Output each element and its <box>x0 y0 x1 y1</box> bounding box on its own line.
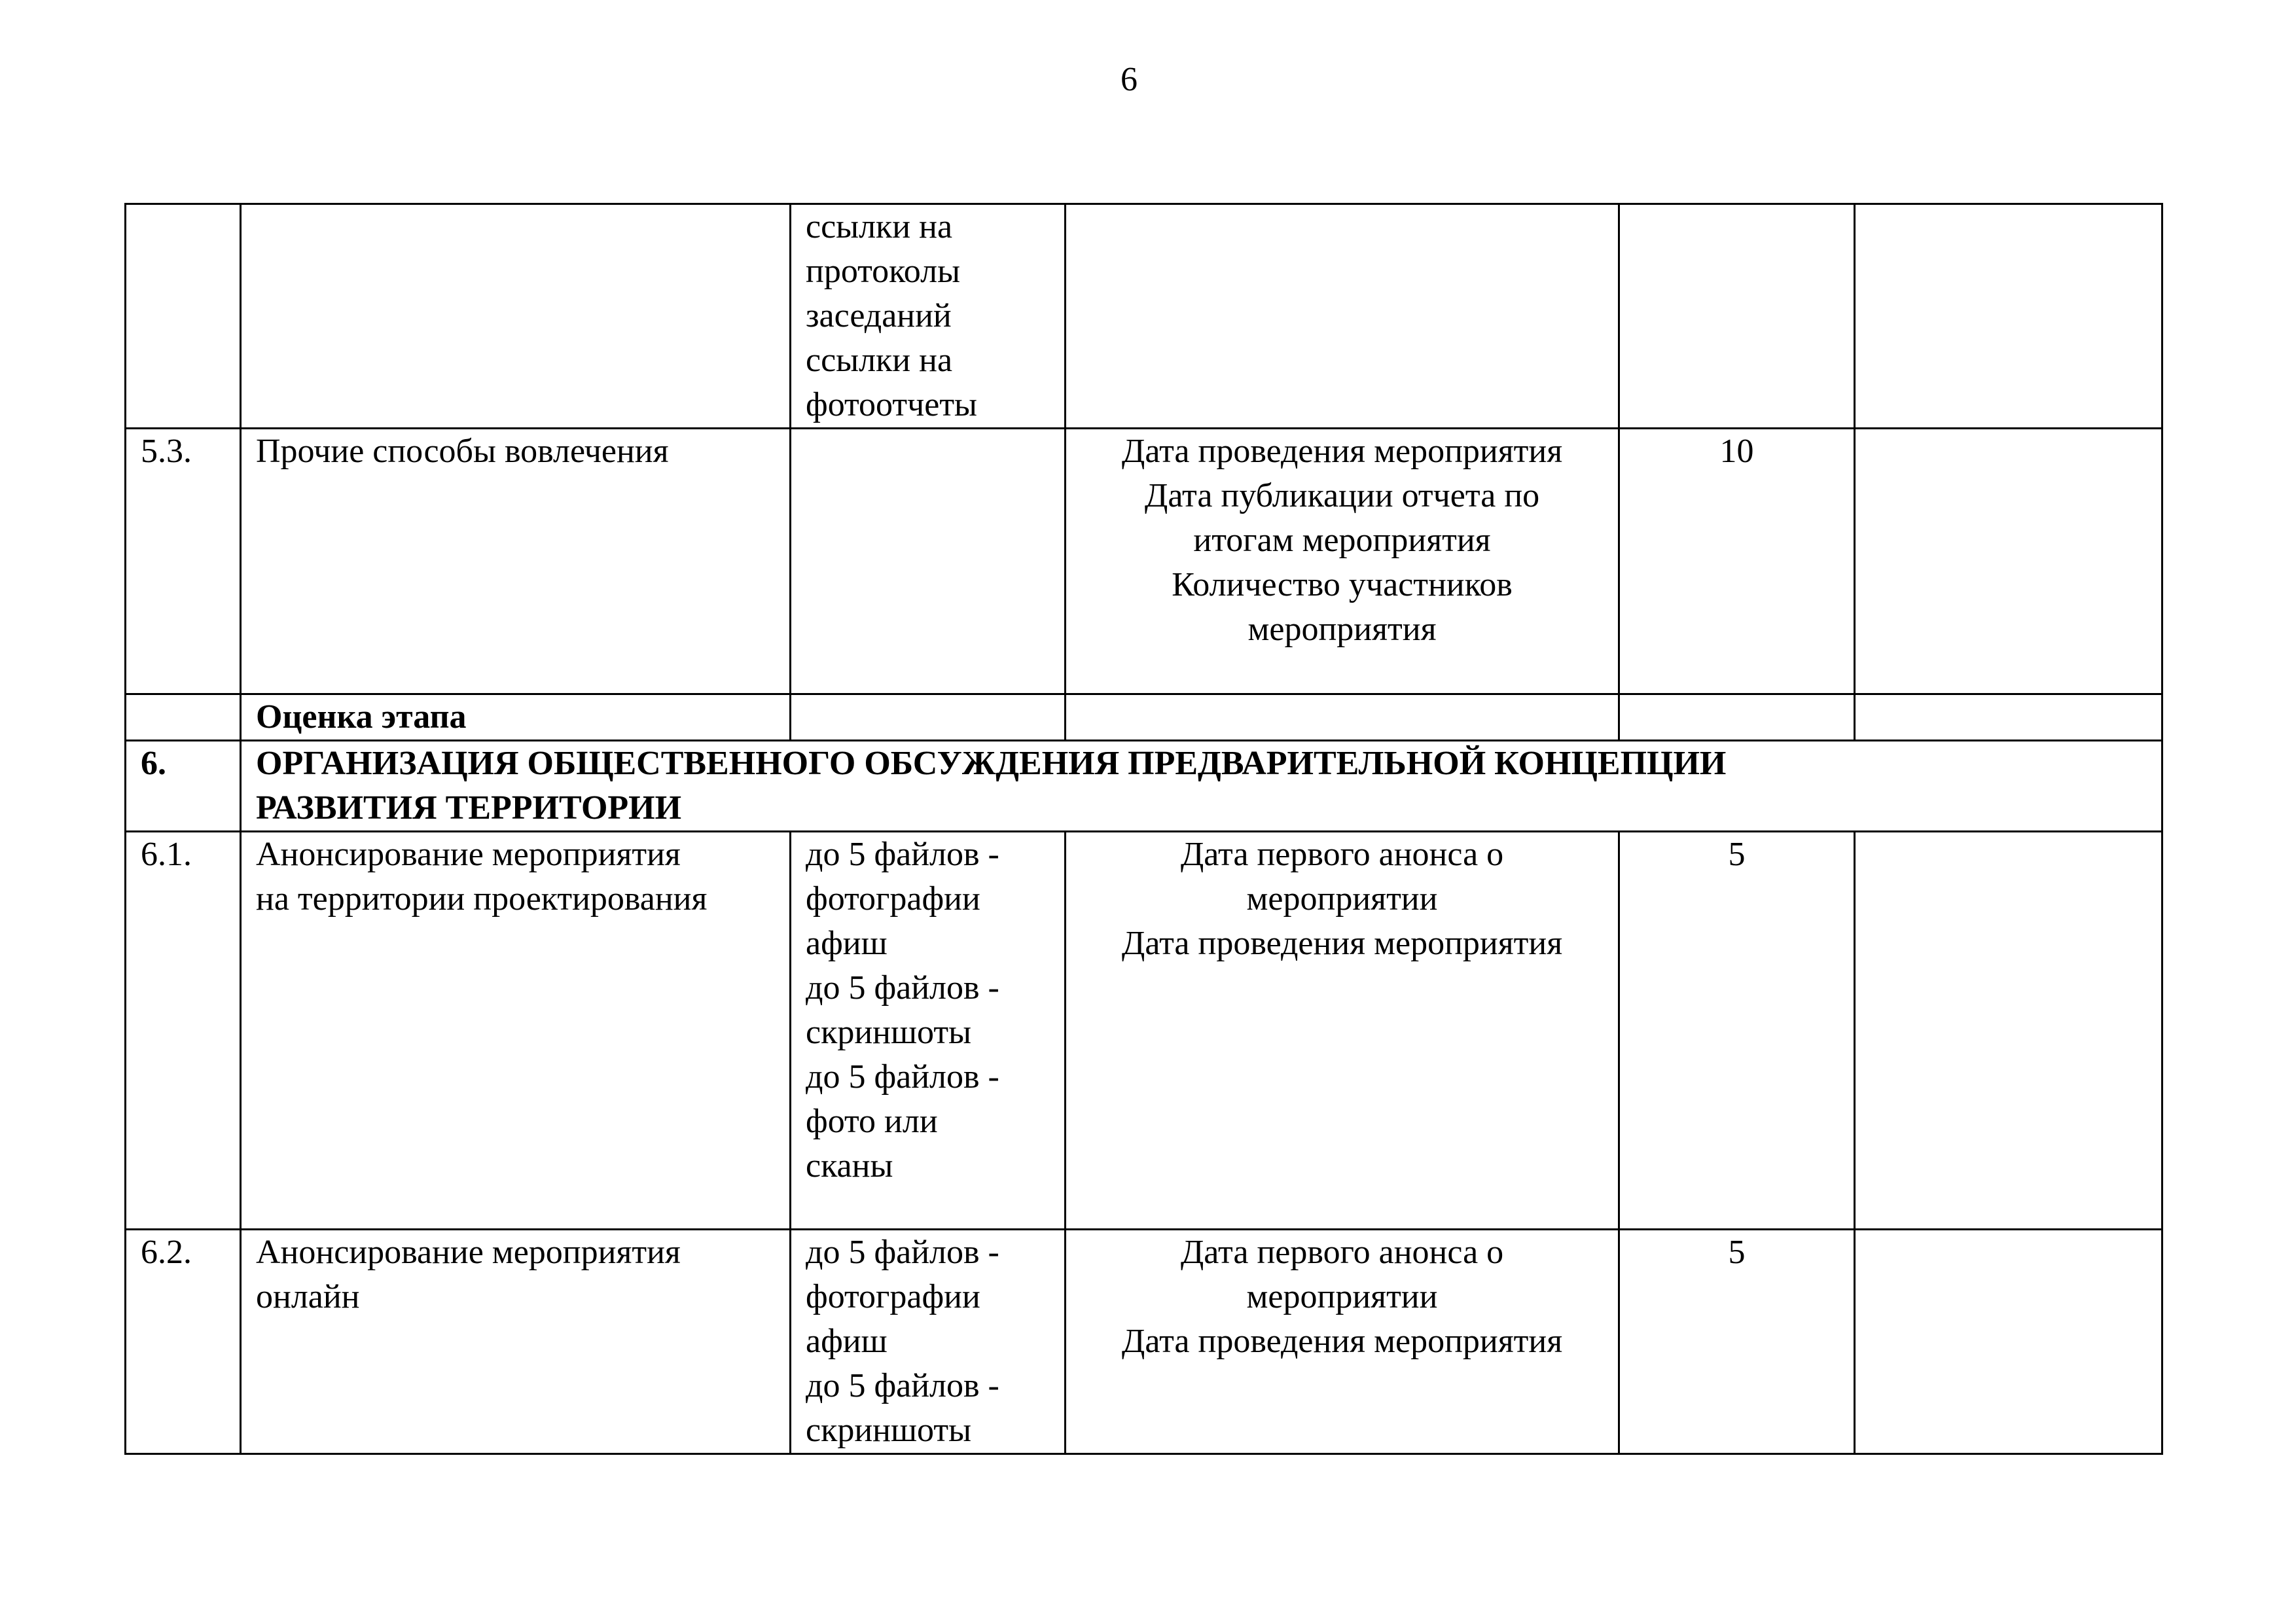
row-title-cell: Прочие способы вовлечения <box>241 429 791 694</box>
row-number-cell <box>126 694 241 741</box>
criteria-line: мероприятии <box>1246 880 1438 918</box>
materials-line: ссылки на <box>806 342 953 379</box>
materials-line: до 5 файлов - <box>806 1234 999 1271</box>
criteria-line: мероприятия <box>1247 611 1437 648</box>
materials-line: афиш <box>806 925 888 962</box>
criteria-cell <box>1066 1230 1619 1454</box>
row-number-cell: 6.2. <box>126 1230 241 1454</box>
title-line: Анонсирование мероприятия <box>256 836 681 873</box>
criteria-line: Дата проведения мероприятия <box>1121 433 1563 470</box>
materials-line: фото или <box>806 1103 938 1140</box>
table-row <box>126 832 2162 1230</box>
row-title-cell <box>241 204 791 429</box>
materials-line: скриншоты <box>806 1412 972 1449</box>
criteria-line: мероприятии <box>1246 1278 1438 1315</box>
title-line: на территории проектирования <box>256 880 708 918</box>
title-line: Анонсирование мероприятия <box>256 1234 681 1271</box>
table-row <box>126 429 2162 694</box>
row-title-cell <box>241 1230 791 1454</box>
criteria-line: Дата проведения мероприятия <box>1121 925 1563 962</box>
materials-line: заседаний <box>806 297 952 334</box>
criteria-line: Дата первого анонса о <box>1180 836 1504 873</box>
section-title-line: РАЗВИТИЯ ТЕРРИТОРИИ <box>256 789 682 827</box>
materials-line: афиш <box>806 1323 888 1360</box>
section-header-row <box>126 741 2162 832</box>
section-title-line: ОРГАНИЗАЦИЯ ОБЩЕСТВЕННОГО ОБСУЖДЕНИЯ ПРЕДВАРИТЕЛЬНОЙ КОНЦЕПЦИИ <box>256 745 1727 782</box>
materials-line: фотографии <box>806 1278 980 1315</box>
table-row <box>126 694 2162 741</box>
row-number-cell <box>126 204 241 429</box>
criteria-line: Количество участников <box>1172 566 1513 603</box>
criteria-line: Дата проведения мероприятия <box>1121 1323 1563 1360</box>
section-title-cell <box>241 741 2162 832</box>
materials-line: до 5 файлов - <box>806 1058 999 1096</box>
row-title-cell <box>241 832 791 1230</box>
criteria-cell <box>1066 832 1619 1230</box>
title-line: онлайн <box>256 1278 360 1315</box>
materials-line: протоколы <box>806 253 961 290</box>
materials-line: до 5 файлов - <box>806 1367 999 1404</box>
materials-cell <box>791 694 1066 741</box>
materials-line: ссылки на <box>806 208 953 245</box>
stage-score-label: Оценка этапа <box>241 694 791 741</box>
note-cell <box>1855 1230 2162 1454</box>
score-cell <box>1619 694 1855 741</box>
materials-cell <box>791 832 1066 1230</box>
score-cell: 5 <box>1619 832 1855 1230</box>
note-cell <box>1855 204 2162 429</box>
materials-cell <box>791 204 1066 429</box>
criteria-cell <box>1066 204 1619 429</box>
materials-line: скриншоты <box>806 1014 972 1051</box>
table-row <box>126 204 2162 429</box>
score-cell: 5 <box>1619 1230 1855 1454</box>
materials-line: до 5 файлов - <box>806 836 999 873</box>
criteria-table <box>124 203 2163 1455</box>
section-number-cell: 6. <box>126 741 241 832</box>
note-cell <box>1855 429 2162 694</box>
criteria-cell <box>1066 694 1619 741</box>
materials-cell <box>791 429 1066 694</box>
note-cell <box>1855 694 2162 741</box>
materials-line: до 5 файлов - <box>806 969 999 1007</box>
row-number-cell: 6.1. <box>126 832 241 1230</box>
table-row <box>126 1230 2162 1454</box>
criteria-line: итогам мероприятия <box>1193 522 1491 559</box>
materials-line: сканы <box>806 1147 893 1185</box>
score-cell <box>1619 204 1855 429</box>
criteria-line: Дата первого анонса о <box>1180 1234 1504 1271</box>
materials-line: фотоотчеты <box>806 386 977 423</box>
materials-line: фотографии <box>806 880 980 918</box>
criteria-line: Дата публикации отчета по <box>1144 477 1540 514</box>
criteria-cell <box>1066 429 1619 694</box>
row-number-cell: 5.3. <box>126 429 241 694</box>
materials-cell <box>791 1230 1066 1454</box>
note-cell <box>1855 832 2162 1230</box>
page-number: 6 <box>1121 61 1138 98</box>
score-cell: 10 <box>1619 429 1855 694</box>
